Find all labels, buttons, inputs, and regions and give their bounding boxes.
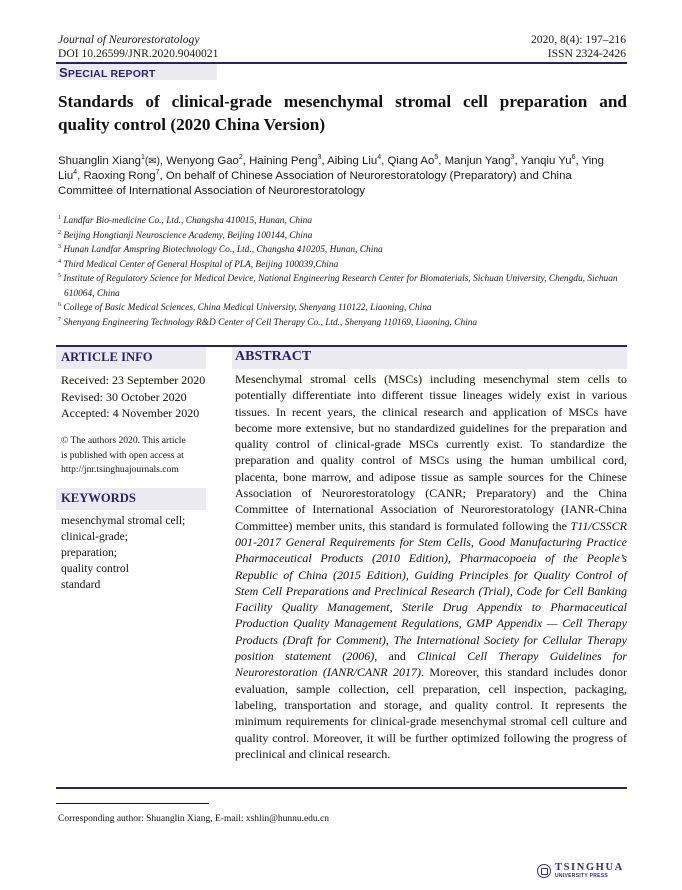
authors-container: Shuanglin Xiang$^1$(✉), Wenyong Gao$^2$, Haining Peng$^3$, Aibing Liu$^4$, Qiang Ao$^5$, Manjun Yang$^3$, Yanqiu Yu$^6$, Ying Liu$^4$, Raoxing Rong$^7$ <box>58 154 604 182</box>
author-name: Ying Liu <box>58 155 604 182</box>
affiliation-number: 2 <box>58 229 61 236</box>
affiliation <box>58 258 628 273</box>
abstract-references: Clinical Cell Therapy Guidelines for Neurorestoration (IANR/CANR 2017) <box>235 649 628 680</box>
author <box>166 155 243 167</box>
affiliation-number: 7 <box>58 316 61 323</box>
affiliation-text: College of Basic Medical Sciences, China Medical University, Shenyang 110122, Liaoning, China <box>63 303 432 313</box>
envelope-icon[interactable]: (✉) <box>144 156 160 167</box>
issn: ISSN 2324-2426 <box>547 47 626 60</box>
author-name: Qiang Ao <box>387 155 435 167</box>
accepted-date: Accepted: 4 November 2020 <box>61 406 200 420</box>
affiliation <box>58 243 628 258</box>
author-name: Wenyong Gao <box>166 155 239 167</box>
keyword: standard <box>61 578 101 591</box>
copyright-line: is published with open access at <box>61 449 184 461</box>
university-emblem-icon <box>537 864 551 878</box>
affiliation-text: Third Medical Center of General Hospital of PLA, Beijing 100039,China <box>63 259 339 270</box>
affiliation-text: Beijing Hongtianji Neuroscience Academy, Beijing 100144, China <box>63 230 313 241</box>
footnote-rule <box>56 803 209 804</box>
received-date: Received: 23 September 2020 <box>61 373 206 387</box>
affiliation-number: 6 <box>58 301 61 308</box>
abstract-text: . Moreover, this standard includes donor evaluation, sample collection, cell preparation, cell inspection, packaging, labeling, transportation and storage, and quality control. It represents the minimum requirements for clinical-grade mesenchymal stromal cell culture and quality control. Moreover, it will be further optimized following the progress of preclinical and clinical research. <box>235 665 627 761</box>
volume-pages: 2020, 8(4): 197–216 <box>531 33 626 46</box>
logo-subtitle: UNIVERSITY PRESS <box>555 873 609 880</box>
affiliation-number: 3 <box>58 243 61 250</box>
abstract-text: Mesenchymal stromal cells (MSCs) including mesenchymal stem cells to potentially differentiate into different tissue lineages widely exist in various tissues. In recent years, the clinical research and application of MSCs have become more extensive, but no standardized guidelines for the preparation and quality control of clinical-grade MSCs currently exist. To standardize the preparation and quality control of MSCs using the human umbilical cord, placenta, bone marrow, and adipose tissue as sample sources for the Chinese Association of Neurorestoratology (CANR; Preparatory) and the China Committee of International Association of Neurorestoratology (IANR-China Committee) member units, this standard is formulated following the <box>235 372 627 533</box>
affiliation-text: Landfar Bio-medicine Co., Ltd., Changsha 410015, Hunan, China <box>63 216 313 226</box>
author-name: Aibing Liu <box>327 155 378 167</box>
copyright-line: © The authors 2020. This article <box>61 435 186 446</box>
publisher-logo <box>537 862 624 880</box>
header-right <box>531 33 626 61</box>
section-band <box>56 64 217 80</box>
affiliation-number: 4 <box>58 258 61 265</box>
abstract-references: T11/CSSCR 001-2017 General Requirements for Stem Cells, Good Manufacturing Practice Pharmaceutical Products (2010 Edition), Pharmacopoeia of the People’s Republic of China (2015 Edition), Guiding Principles for Quality Control of Stem Cell Preparations and Preclinical Research (Trial), Code for Cell Banking Facility Quality Management, Sterile Drug Appendix to Pharmaceutical Production Quality Management Regulations, GMP Appendix — Cell Therapy Products (Draft for Comment), The International Society for Cellular Therapy position statement (2006), <box>235 518 627 664</box>
affiliation-text: Shenyang Engineering Technology R&D Center of Cell Therapy Co., Ltd., Shenyang 110169, Liaoning, China <box>63 317 478 328</box>
article-info-heading: ARTICLE INFO <box>61 350 153 364</box>
affiliation-marker: 3 <box>510 154 515 162</box>
author <box>521 155 576 167</box>
copyright-note <box>61 434 211 478</box>
author-name: Shuanglin Xiang <box>58 155 141 167</box>
logo-name: TSINGHUA <box>555 861 624 873</box>
affiliation <box>58 214 628 229</box>
article-dates <box>61 372 205 422</box>
abstract-body <box>235 371 627 762</box>
section-label <box>59 65 155 80</box>
author <box>58 155 160 167</box>
keywords-band <box>56 488 206 510</box>
affiliation-marker: 7 <box>155 169 160 177</box>
journal-name: Journal of Neurorestoratology <box>58 33 200 46</box>
affiliation-marker: 1 <box>140 154 145 162</box>
keyword: mesenchymal stromal cell; <box>61 514 186 527</box>
revised-date: Revised: 30 October 2020 <box>61 389 187 404</box>
affiliation-marker: 5 <box>434 154 439 162</box>
affiliation-marker: 2 <box>238 154 243 162</box>
header-left <box>58 33 218 61</box>
author <box>249 155 321 167</box>
affiliation-marker: 4 <box>377 154 382 162</box>
abstract-bottom-rule <box>56 787 627 789</box>
affiliation <box>58 301 628 316</box>
affiliation-marker: 6 <box>571 154 576 162</box>
author-name: Manjun Yang <box>444 155 511 167</box>
section-label-rest: PECIAL REPORT <box>67 68 156 80</box>
abstract-text: and <box>377 649 418 664</box>
affiliation <box>58 229 628 244</box>
keywords-heading: KEYWORDS <box>61 491 136 505</box>
author-name: Haining Peng <box>249 155 318 167</box>
author <box>83 170 159 182</box>
journal-url-link[interactable]: http://jnr.tsinghuajournals.com <box>61 464 179 475</box>
keyword: preparation; <box>61 546 118 559</box>
keyword: clinical-grade; <box>61 530 128 543</box>
on-behalf-text: , On behalf of Chinese Association of Neurorestoratology (Preparatory) and China Committee of International Association of Neurorestoratology <box>58 170 572 197</box>
affiliation-marker: 4 <box>73 169 78 177</box>
author-list <box>58 154 628 199</box>
affiliation-text: Hunan Landfar Amspring Biotechnology Co., Ltd., Changsha 410205, Hunan, China <box>63 245 383 255</box>
affiliation <box>58 272 628 301</box>
affiliation-number: 1 <box>58 214 61 221</box>
article-info-band <box>56 347 206 369</box>
doi[interactable]: DOI 10.26599/JNR.2020.9040021 <box>58 47 219 60</box>
author <box>387 155 438 167</box>
abstract-band <box>232 347 627 369</box>
affiliations <box>58 214 628 330</box>
logo-text <box>555 863 624 880</box>
affiliation-number: 5 <box>58 272 61 279</box>
keywords-list <box>61 513 185 593</box>
corresponding-author-footnote: Corresponding author: Shuanglin Xiang, E-mail: xshlin@hunnu.edu.cn <box>58 814 330 824</box>
keyword: quality control <box>61 562 129 575</box>
author-name: Raoxing Rong <box>83 170 156 182</box>
abstract-heading: ABSTRACT <box>235 349 312 364</box>
section-label-initial: S <box>59 65 68 80</box>
affiliation-marker: 3 <box>317 154 322 162</box>
author-name: Yanqiu Yu <box>520 155 572 167</box>
author <box>327 155 381 167</box>
article-title: Standards of clinical-grade mesenchymal stromal cell preparation and quality control (2020 China Version) <box>58 92 627 134</box>
affiliation <box>58 316 628 331</box>
affiliation-text: Institute of Regulatory Science for Medical Device, National Engineering Research Center for Biomaterials, Sichuan University, Chengdu, Sichuan 610064, China <box>63 274 618 299</box>
author <box>445 155 515 167</box>
